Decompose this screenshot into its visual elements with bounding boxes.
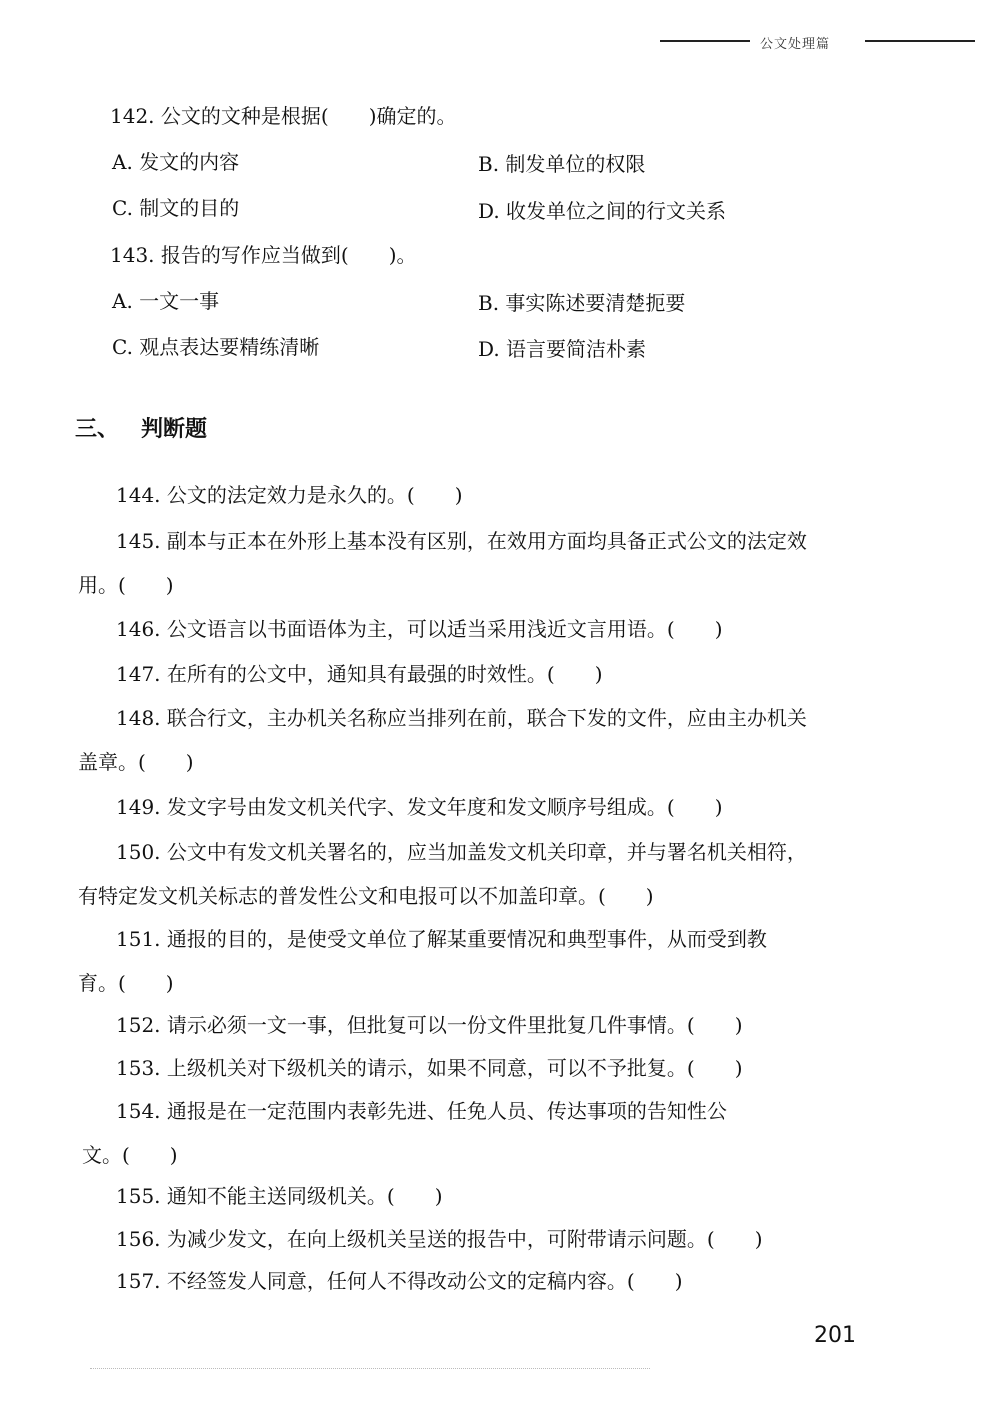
judgment-152: 152. 请示必须一文一事，但批复可以一份文件里批复几件事情。( ) <box>116 1013 743 1037</box>
page-number: 201 <box>814 1323 856 1348</box>
judgment-145-cont: 用。( ) <box>78 573 174 597</box>
header-rule-right <box>865 40 975 42</box>
judgment-147: 147. 在所有的公文中，通知具有最强的时效性。( ) <box>116 662 603 686</box>
question-142: 142. 公文的文种是根据( )确定的。 <box>110 104 457 128</box>
judgment-155: 155. 通知不能主送同级机关。( ) <box>116 1184 443 1208</box>
judgment-149: 149. 发文字号由发文机关代字、发文年度和发文顺序号组成。( ) <box>116 795 723 819</box>
option-143-a: A. 一文一事 <box>112 289 220 313</box>
judgment-146: 146. 公文语言以书面语体为主，可以适当采用浅近文言用语。( ) <box>116 617 723 641</box>
option-142-d: D. 收发单位之间的行文关系 <box>478 199 727 223</box>
judgment-153: 153. 上级机关对下级机关的请示，如果不同意，可以不予批复。( ) <box>116 1056 743 1080</box>
option-142-a: A. 发文的内容 <box>112 150 240 174</box>
header-rule-left <box>660 40 750 42</box>
section-number: 三、 <box>75 417 120 442</box>
option-143-d: D. 语言要简洁朴素 <box>478 337 647 361</box>
judgment-156: 156. 为减少发文，在向上级机关呈送的报告中，可附带请示问题。( ) <box>116 1227 763 1251</box>
judgment-154: 154. 通报是在一定范围内表彰先进、任免人员、传达事项的告知性公 <box>116 1099 727 1123</box>
judgment-144: 144. 公文的法定效力是永久的。( ) <box>116 483 463 507</box>
judgment-150-cont: 有特定发文机关标志的普发性公文和电报可以不加盖印章。( ) <box>78 884 654 908</box>
judgment-148-cont: 盖章。( ) <box>78 750 194 774</box>
judgment-151: 151. 通报的目的，是使受文单位了解某重要情况和典型事件，从而受到教 <box>116 927 767 951</box>
section-heading <box>75 412 207 443</box>
judgment-151-cont: 育。( ) <box>78 971 174 995</box>
judgment-157: 157. 不经签发人同意，任何人不得改动公文的定稿内容。( ) <box>116 1269 683 1293</box>
option-142-c: C. 制文的目的 <box>112 196 240 220</box>
option-143-b: B. 事实陈述要清楚扼要 <box>478 291 686 315</box>
scan-artifact-line <box>90 1368 650 1371</box>
judgment-148: 148. 联合行文，主办机关名称应当排列在前，联合下发的文件，应由主办机关 <box>116 706 807 730</box>
judgment-154-cont: 文。( ) <box>82 1143 178 1167</box>
judgment-145: 145. 副本与正本在外形上基本没有区别，在效用方面均具备正式公文的法定效 <box>116 529 807 553</box>
option-143-c: C. 观点表达要精练清晰 <box>112 335 320 359</box>
section-title: 判断题 <box>141 417 208 442</box>
judgment-150: 150. 公文中有发文机关署名的，应当加盖发文机关印章，并与署名机关相符， <box>116 840 807 864</box>
question-143: 143. 报告的写作应当做到( )。 <box>110 243 417 267</box>
option-142-b: B. 制发单位的权限 <box>478 152 646 176</box>
running-header: 公文处理篇 <box>760 37 831 52</box>
